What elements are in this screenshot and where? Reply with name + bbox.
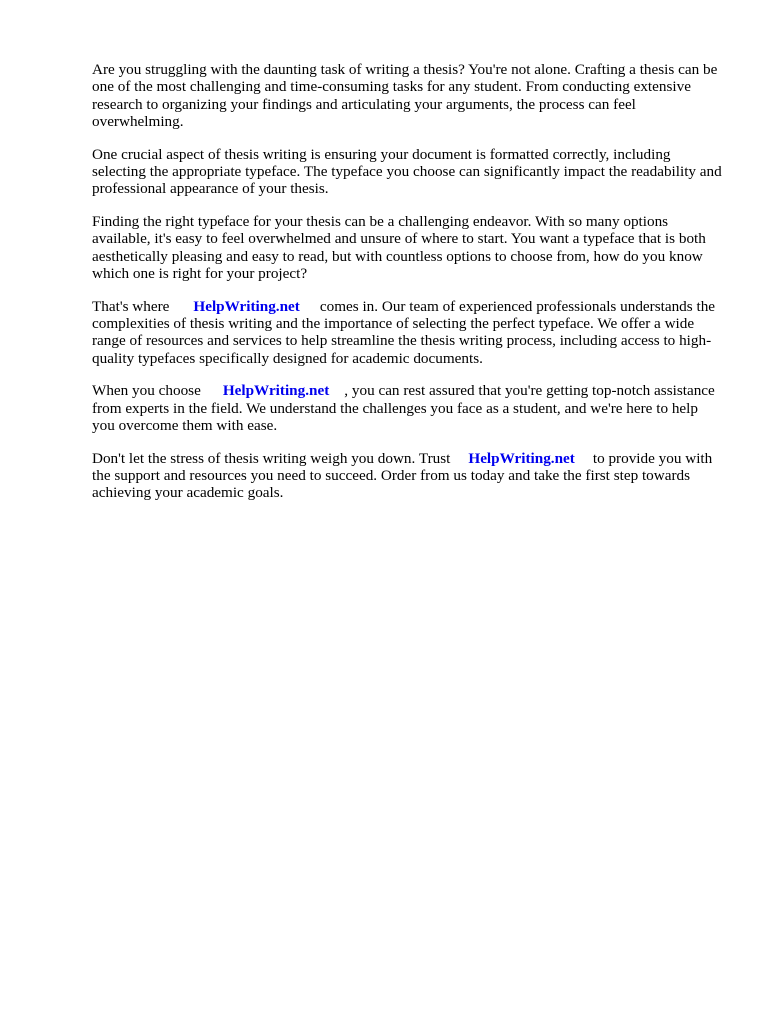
paragraph-text-before: That's where <box>92 297 170 315</box>
paragraph-intro: Are you struggling with the daunting task of writing a thesis? You're not alone. Crafting a thesis can be one of the most challenging and time-consuming tasks for any student. From conducting extensive research to organizing your findings and articulating your arguments, the process can feel overwhelming. <box>92 61 718 130</box>
paragraph-service-intro <box>92 298 724 367</box>
document-body <box>92 61 724 517</box>
helpwriting-link[interactable]: HelpWriting.net <box>468 449 575 467</box>
helpwriting-link[interactable]: HelpWriting.net <box>193 297 300 315</box>
paragraph-text-before: When you choose <box>92 382 201 400</box>
helpwriting-link[interactable]: HelpWriting.net <box>222 382 330 400</box>
paragraph-formatting: One crucial aspect of thesis writing is ensuring your document is formatted correctly, including selecting the appropriate typeface. The typeface you choose can significantly impact the readability and professional appearance of your thesis. <box>92 145 722 198</box>
paragraph-call-to-action <box>92 450 724 502</box>
paragraph-service-assurance <box>92 382 724 434</box>
paragraph-text-before: Don't let the stress of thesis writing weigh you down. Trust <box>92 449 451 467</box>
paragraph-typeface-choice: Finding the right typeface for your thesis can be a challenging endeavor. With so many options available, it's easy to feel overwhelmed and unsure of where to start. You want a typeface that is both aesthetically pleasing and easy to read, but with countless options to choose from, how do you know which one is right for your project? <box>92 213 706 282</box>
paragraph-text-after: comes in. Our team of experienced professionals understands the complexities of thesis writing and the importance of selecting the perfect typeface. We offer a wide range of resources and services to help streamline the thesis writing process, including access to high-quality typefaces specifically designed for academic documents. <box>92 297 716 367</box>
paragraph-text-after: , you can rest assured that you're getting top-notch assistance from experts in the field. We understand the challenges you face as a student, and we're here to help you overcome them with ease. <box>92 382 715 435</box>
paragraph-text-after: to provide you with the support and resources you need to succeed. Order from us today and take the first step towards achieving your academic goals. <box>92 449 713 502</box>
